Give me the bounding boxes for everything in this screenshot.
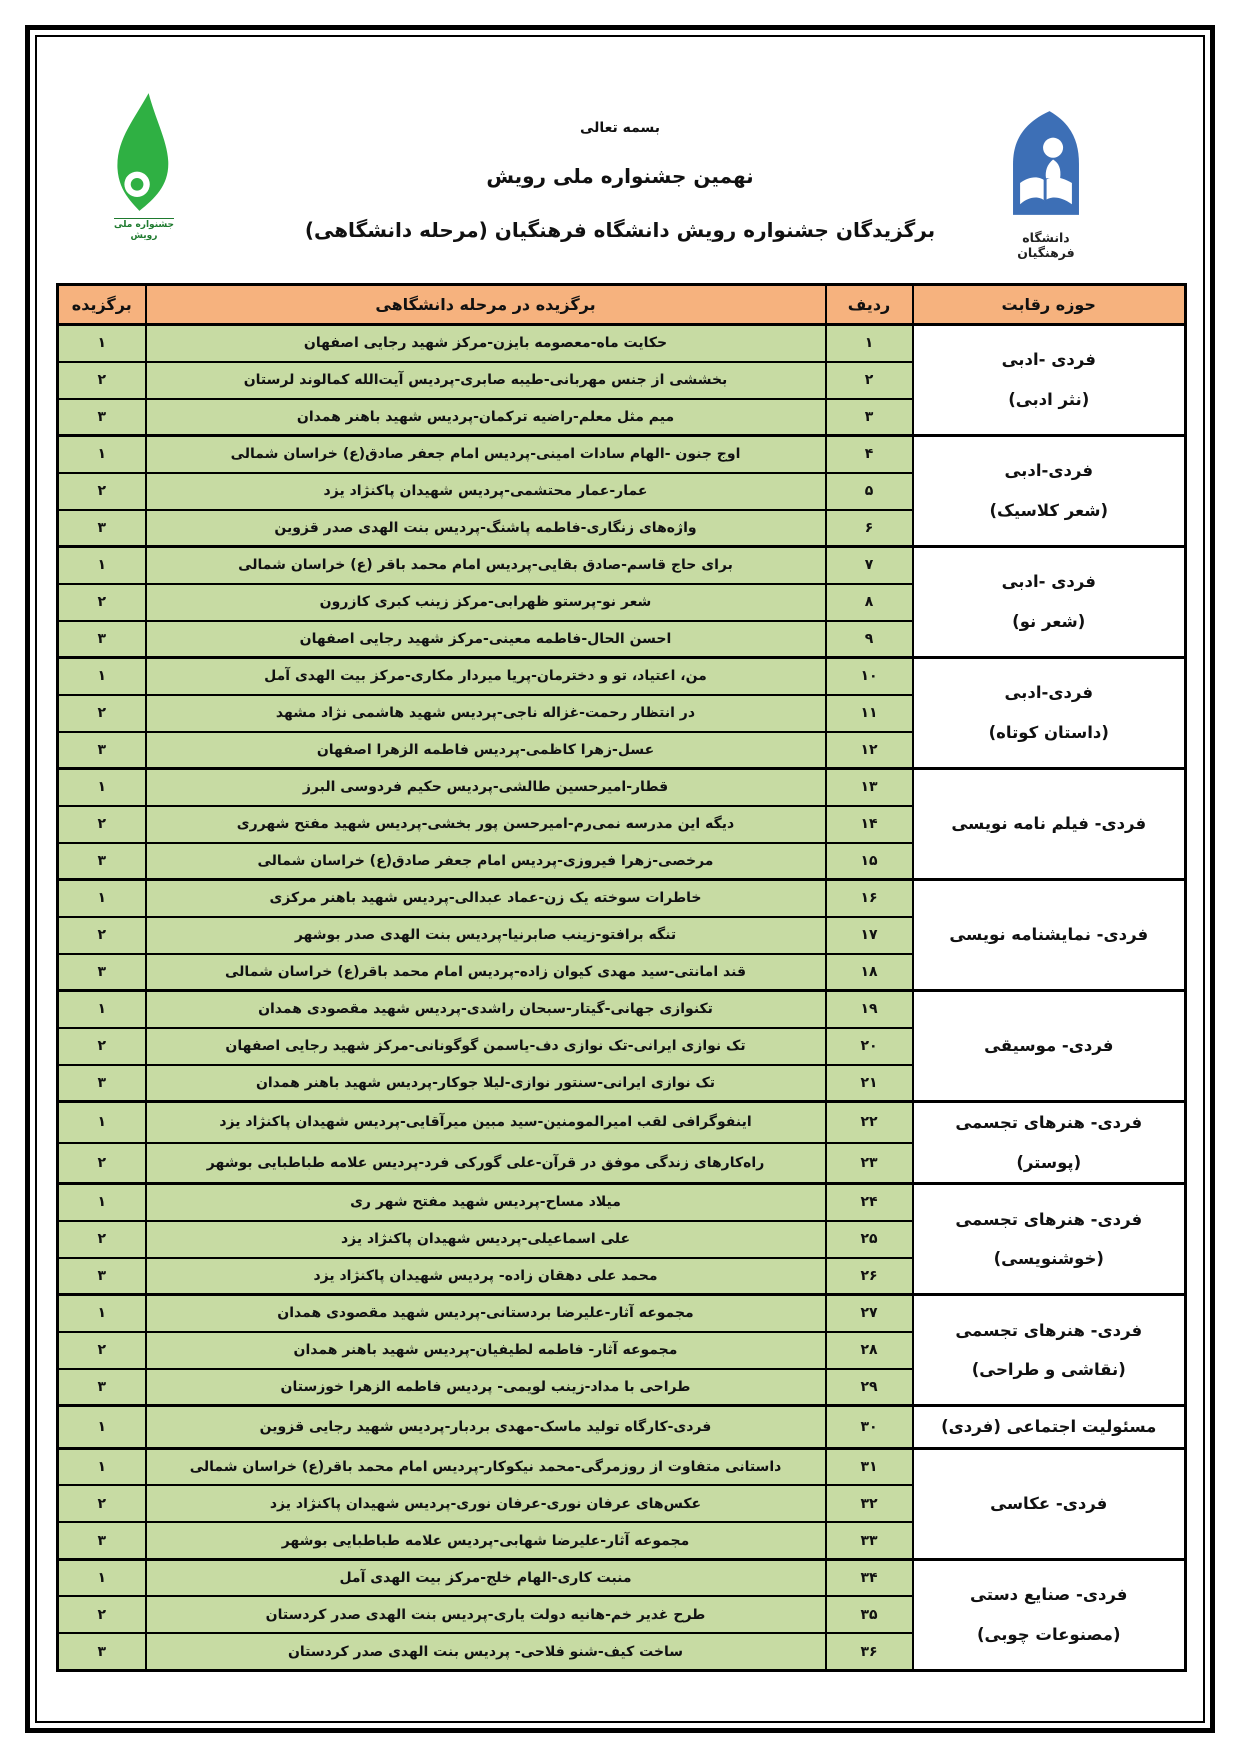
rank-cell: ۳ [58,1369,146,1406]
category-cell: فردی- عکاسی [913,1448,1186,1559]
winner-cell: بخششی از جنس مهربانی-طیبه صابری-پردیس آیت‌الله کمالوند لرستان [146,362,826,399]
winner-cell: مرخصی-زهرا فیروزی-پردیس امام جعفر صادق(ع) خراسان شمالی [146,843,826,880]
winner-cell: ساخت کیف-شنو فلاحی- پردیس بنت الهدی صدر کردستان [146,1633,826,1670]
row-number-cell: ۲۰ [826,1028,913,1065]
bismillah-text: بسمه تعالی [579,120,661,136]
table-row [58,325,1186,362]
rank-cell: ۲ [58,473,146,510]
winner-cell: اینفوگرافی لقب امیرالمومنین-سید مبین میرآقایی-پردیس شهیدان پاکنژاد یزد [146,1102,826,1143]
winner-cell: قطار-امیرحسین طالشی-پردیس حکیم فردوسی البرز [146,769,826,806]
table-row [58,1184,1186,1221]
winner-cell: داستانی متفاوت از روزمرگی-محمد نیکوکار-پردیس امام محمد باقر(ع) خراسان شمالی [146,1448,826,1485]
winner-cell: تکنوازی جهانی-گیتار-سبحان راشدی-پردیس شهید مقصودی همدان [146,991,826,1028]
winner-cell: محمد علی دهقان زاده- پردیس شهیدان پاکنژاد یزد [146,1258,826,1295]
royesh-festival-logo [96,92,192,243]
row-number-cell: ۳۶ [826,1633,913,1670]
rank-cell: ۲ [58,1028,146,1065]
row-number-cell: ۹ [826,621,913,658]
rank-cell: ۱ [58,880,146,917]
category-cell: فردی- هنرهای تجسمی (خوشنویسی) [913,1184,1186,1295]
rank-cell: ۱ [58,436,146,473]
table-row [58,1448,1186,1485]
rank-cell: ۳ [58,1065,146,1102]
winner-cell: میلاد مساح-پردیس شهید مفتح شهر ری [146,1184,826,1221]
winner-cell: من، اعتیاد، تو و دخترمان-پریا میردار مکاری-مرکز بیت الهدی آمل [146,658,826,695]
category-cell: مسئولیت اجتماعی (فردی) [913,1406,1186,1449]
table-row [58,658,1186,695]
winner-cell: فردی-کارگاه تولید ماسک-مهدی بردبار-پردیس شهید رجایی قزوین [146,1406,826,1449]
winner-cell: قند امانتی-سید مهدی کیوان زاده-پردیس امام محمد باقر(ع) خراسان شمالی [146,954,826,991]
rank-cell: ۳ [58,621,146,658]
row-number-cell: ۲۱ [826,1065,913,1102]
rank-cell: ۲ [58,1221,146,1258]
rank-cell: ۲ [58,1143,146,1184]
category-cell: فردی- نمایشنامه نویسی [913,880,1186,991]
winner-cell: عکس‌های عرفان نوری-عرفان نوری-پردیس شهیدان پاکنژاد یزد [146,1485,826,1522]
rank-cell: ۲ [58,1485,146,1522]
rank-cell: ۱ [58,325,146,362]
row-number-cell: ۱ [826,325,913,362]
row-number-cell: ۲۷ [826,1295,913,1332]
row-number-cell: ۱۸ [826,954,913,991]
page-title: نهمین جشنواره ملی رویش [486,164,754,188]
rank-cell: ۲ [58,362,146,399]
rank-cell: ۳ [58,732,146,769]
row-number-cell: ۳ [826,399,913,436]
row-number-cell: ۸ [826,584,913,621]
rank-cell: ۲ [58,695,146,732]
winner-cell: دیگه این مدرسه نمی‌رم-امیرحسن پور بخشی-پردیس شهید مفتح شهرری [146,806,826,843]
category-cell: فردی -ادبی (نثر ادبی) [913,325,1186,436]
table-row [58,880,1186,917]
page-subtitle: برگزیدگان جشنواره رویش دانشگاه فرهنگیان (مرحله دانشگاهی) [304,218,936,242]
rank-cell: ۲ [58,1332,146,1369]
winner-cell: تک نوازی ایرانی-سنتور نوازی-لیلا جوکار-پردیس شهید باهنر همدان [146,1065,826,1102]
rank-cell: ۱ [58,1406,146,1449]
row-number-cell: ۲۸ [826,1332,913,1369]
table-row [58,1406,1186,1449]
category-cell: فردی- صنایع دستی (مصنوعات چوبی) [913,1559,1186,1670]
category-cell: فردی-ادبی (داستان کوتاه) [913,658,1186,769]
row-number-cell: ۲۹ [826,1369,913,1406]
row-number-cell: ۲۳ [826,1143,913,1184]
table-header-row [58,285,1186,325]
rank-cell: ۱ [58,1295,146,1332]
winner-cell: عمار-عمار محتشمی-پردیس شهیدان پاکنژاد یزد [146,473,826,510]
table-row [58,1295,1186,1332]
winner-cell: طراحی با مداد-زینب لویمی- پردیس فاطمه الزهرا خوزستان [146,1369,826,1406]
row-number-cell: ۲۲ [826,1102,913,1143]
row-number-cell: ۲۴ [826,1184,913,1221]
row-number-cell: ۱۷ [826,917,913,954]
festival-logo-caption: جشنواره ملی رویش [113,220,175,242]
university-logo-caption: دانشگاه فرهنگیان [1017,230,1075,260]
winner-cell: مجموعه آثار- فاطمه لطیفیان-پردیس شهید باهنر همدان [146,1332,826,1369]
row-number-cell: ۷ [826,547,913,584]
winner-cell: خاطرات سوخته یک زن-عماد عبدالی-پردیس شهید باهنر مرکزی [146,880,826,917]
rank-cell: ۳ [58,954,146,991]
row-number-cell: ۳۲ [826,1485,913,1522]
table-row [58,991,1186,1028]
winner-cell: برای حاج قاسم-صادق بقایی-پردیس امام محمد باقر (ع) خراسان شمالی [146,547,826,584]
row-number-cell: ۳۳ [826,1522,913,1559]
winner-cell: طرح غدیر خم-هانیه دولت یاری-پردیس بنت الهدی صدر کردستان [146,1596,826,1633]
rank-cell: ۳ [58,1633,146,1670]
winner-cell: در انتظار رحمت-غزاله ناجی-پردیس شهید هاشمی نژاد مشهد [146,695,826,732]
rank-cell: ۱ [58,658,146,695]
row-number-cell: ۱۹ [826,991,913,1028]
table-row [58,436,1186,473]
category-cell: فردی- هنرهای تجسمی (پوستر) [913,1102,1186,1184]
row-number-cell: ۱۰ [826,658,913,695]
winner-cell: واژه‌های زنگاری-فاطمه پاشنگ-پردیس بنت الهدی صدر قزوین [146,510,826,547]
winner-cell: اوج جنون -الهام سادات امینی-پردیس امام جعفر صادق(ع) خراسان شمالی [146,436,826,473]
rank-cell: ۱ [58,1102,146,1143]
winner-cell: مجموعه آثار-علیرضا بردستانی-پردیس شهید مقصودی همدان [146,1295,826,1332]
table-row [58,547,1186,584]
winner-cell: راه‌کارهای زندگی موفق در قرآن-علی گورکی فرد-پردیس علامه طباطبایی بوشهر [146,1143,826,1184]
rank-cell: ۳ [58,1258,146,1295]
category-cell: فردی- هنرهای تجسمی (نقاشی و طراحی) [913,1295,1186,1406]
rank-cell: ۳ [58,843,146,880]
row-number-cell: ۱۳ [826,769,913,806]
winner-cell: تنگه برافتو-زینب صابرنیا-پردیس بنت الهدی صدر بوشهر [146,917,826,954]
row-number-cell: ۱۶ [826,880,913,917]
rank-cell: ۲ [58,584,146,621]
column-header-winner: برگزیده در مرحله دانشگاهی [146,285,826,325]
winner-cell: منبت کاری-الهام خلج-مرکز بیت الهدی آمل [146,1559,826,1596]
rank-cell: ۲ [58,917,146,954]
row-number-cell: ۴ [826,436,913,473]
category-cell: فردی- فیلم نامه نویسی [913,769,1186,880]
table-row [58,769,1186,806]
flame-leaf-icon [108,197,180,216]
winner-cell: حکایت ماه-معصومه بایزن-مرکز شهید رجایی اصفهان [146,325,826,362]
row-number-cell: ۱۵ [826,843,913,880]
row-number-cell: ۲۵ [826,1221,913,1258]
winner-cell: میم مثل معلم-راضیه ترکمان-پردیس شهید باهنر همدان [146,399,826,436]
row-number-cell: ۳۴ [826,1559,913,1596]
row-number-cell: ۳۱ [826,1448,913,1485]
column-header-category: حوزه رقابت [913,285,1186,325]
category-cell: فردی- موسیقی [913,991,1186,1102]
category-cell: فردی -ادبی (شعر نو) [913,547,1186,658]
university-emblem-icon [1004,201,1088,220]
rank-cell: ۲ [58,1596,146,1633]
rank-cell: ۳ [58,510,146,547]
results-table-container [56,283,1184,1672]
category-cell: فردی-ادبی (شعر کلاسیک) [913,436,1186,547]
row-number-cell: ۳۵ [826,1596,913,1633]
winner-cell: شعر نو-پرستو ظهرابی-مرکز زینب کبری کازرون [146,584,826,621]
farhangian-university-logo [996,110,1096,260]
results-table [56,283,1187,1672]
rank-cell: ۱ [58,991,146,1028]
results-table-body [58,325,1186,1671]
winner-cell: تک نوازی ایرانی-تک نوازی دف-یاسمن گوگونانی-مرکز شهید رجایی اصفهان [146,1028,826,1065]
document-header [190,120,1050,242]
winner-cell: عسل-زهرا کاظمی-پردیس فاطمه الزهرا اصفهان [146,732,826,769]
rank-cell: ۱ [58,1448,146,1485]
rank-cell: ۱ [58,769,146,806]
rank-cell: ۱ [58,1184,146,1221]
rank-cell: ۱ [58,1559,146,1596]
winner-cell: علی اسماعیلی-پردیس شهیدان پاکنژاد یزد [146,1221,826,1258]
row-number-cell: ۱۴ [826,806,913,843]
winner-cell: احسن الحال-فاطمه معینی-مرکز شهید رجایی اصفهان [146,621,826,658]
column-header-row-no: ردیف [826,285,913,325]
column-header-rank: برگزیده [58,285,146,325]
table-row [58,1559,1186,1596]
row-number-cell: ۱۲ [826,732,913,769]
winner-cell: مجموعه آثار-علیرضا شهابی-پردیس علامه طباطبایی بوشهر [146,1522,826,1559]
row-number-cell: ۳۰ [826,1406,913,1449]
table-row [58,1102,1186,1143]
rank-cell: ۲ [58,806,146,843]
rank-cell: ۳ [58,1522,146,1559]
rank-cell: ۱ [58,547,146,584]
row-number-cell: ۶ [826,510,913,547]
rank-cell: ۳ [58,399,146,436]
row-number-cell: ۲۶ [826,1258,913,1295]
row-number-cell: ۱۱ [826,695,913,732]
row-number-cell: ۲ [826,362,913,399]
row-number-cell: ۵ [826,473,913,510]
